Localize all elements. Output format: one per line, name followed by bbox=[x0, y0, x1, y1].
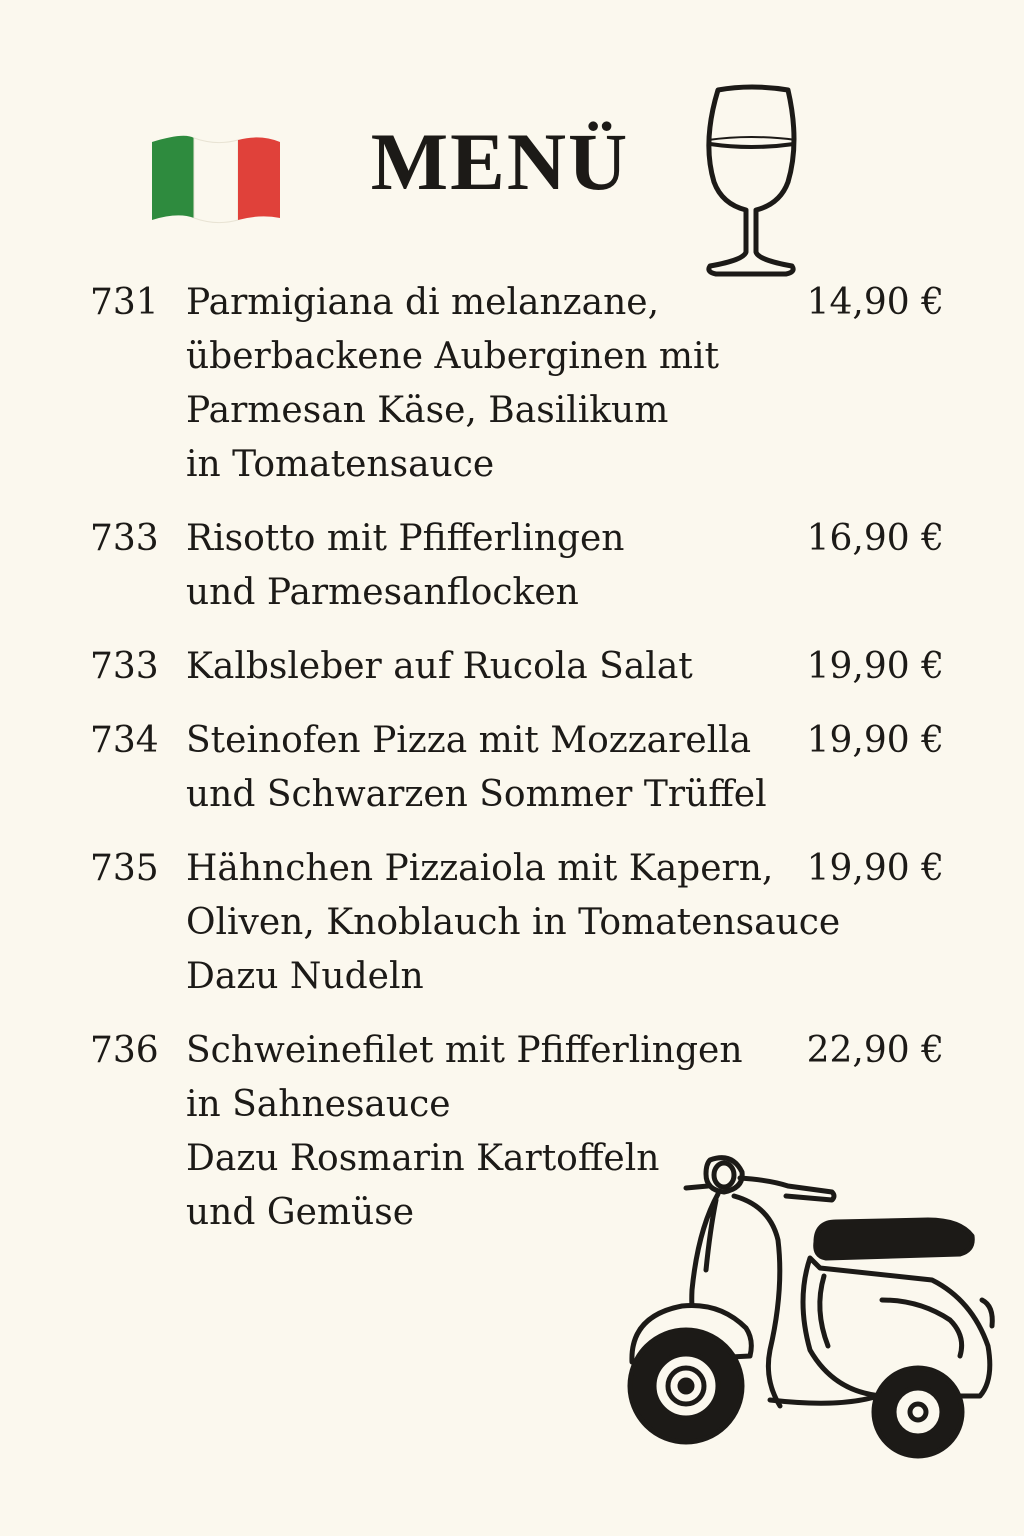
item-line: Oliven, Knoblauch in Tomatensauce bbox=[186, 902, 841, 943]
menu-list bbox=[90, 276, 950, 1260]
item-description bbox=[186, 640, 846, 694]
menu-item bbox=[90, 714, 950, 822]
item-number: 733 bbox=[90, 518, 159, 559]
item-line: überbackene Auberginen mit bbox=[186, 336, 720, 377]
item-line: Parmigiana di melanzane, bbox=[186, 282, 660, 323]
item-line: Hähnchen Pizzaiola mit Kapern, bbox=[186, 848, 774, 889]
item-line: Steinofen Pizza mit Mozzarella bbox=[186, 720, 752, 761]
italian-flag-icon bbox=[148, 132, 284, 226]
item-line: in Sahnesauce bbox=[186, 1084, 451, 1125]
item-number: 731 bbox=[90, 282, 159, 323]
item-description bbox=[186, 276, 846, 492]
item-price: 19,90 € bbox=[806, 848, 944, 889]
item-line: Schweinefilet mit Pfifferlingen bbox=[186, 1030, 743, 1071]
page-title: MENÜ bbox=[370, 116, 630, 207]
item-line: in Tomatensauce bbox=[186, 444, 495, 485]
item-price: 16,90 € bbox=[806, 518, 944, 559]
item-line: Dazu Rosmarin Kartoffeln bbox=[186, 1138, 660, 1179]
menu-item bbox=[90, 640, 950, 694]
menu-item bbox=[90, 842, 950, 1004]
menu-item bbox=[90, 276, 950, 492]
wine-glass-icon bbox=[696, 82, 806, 278]
item-description bbox=[186, 714, 846, 822]
item-line: Parmesan Käse, Basilikum bbox=[186, 390, 669, 431]
item-price: 19,90 € bbox=[806, 646, 944, 687]
item-description bbox=[186, 842, 846, 1004]
item-number: 734 bbox=[90, 720, 159, 761]
item-price: 19,90 € bbox=[806, 720, 944, 761]
item-line: Kalbsleber auf Rucola Salat bbox=[186, 646, 693, 687]
menu-item bbox=[90, 512, 950, 620]
item-line: und Schwarzen Sommer Trüffel bbox=[186, 774, 767, 815]
item-price: 22,90 € bbox=[806, 1030, 944, 1071]
vespa-scooter-icon bbox=[620, 1150, 1000, 1470]
item-price: 14,90 € bbox=[806, 282, 944, 323]
item-number: 736 bbox=[90, 1030, 159, 1071]
item-number: 735 bbox=[90, 848, 159, 889]
item-description bbox=[186, 512, 846, 620]
item-line: Risotto mit Pfifferlingen bbox=[186, 518, 625, 559]
item-line: und Gemüse bbox=[186, 1192, 415, 1233]
item-number: 733 bbox=[90, 646, 159, 687]
item-line: Dazu Nudeln bbox=[186, 956, 424, 997]
item-line: und Parmesanflocken bbox=[186, 572, 579, 613]
